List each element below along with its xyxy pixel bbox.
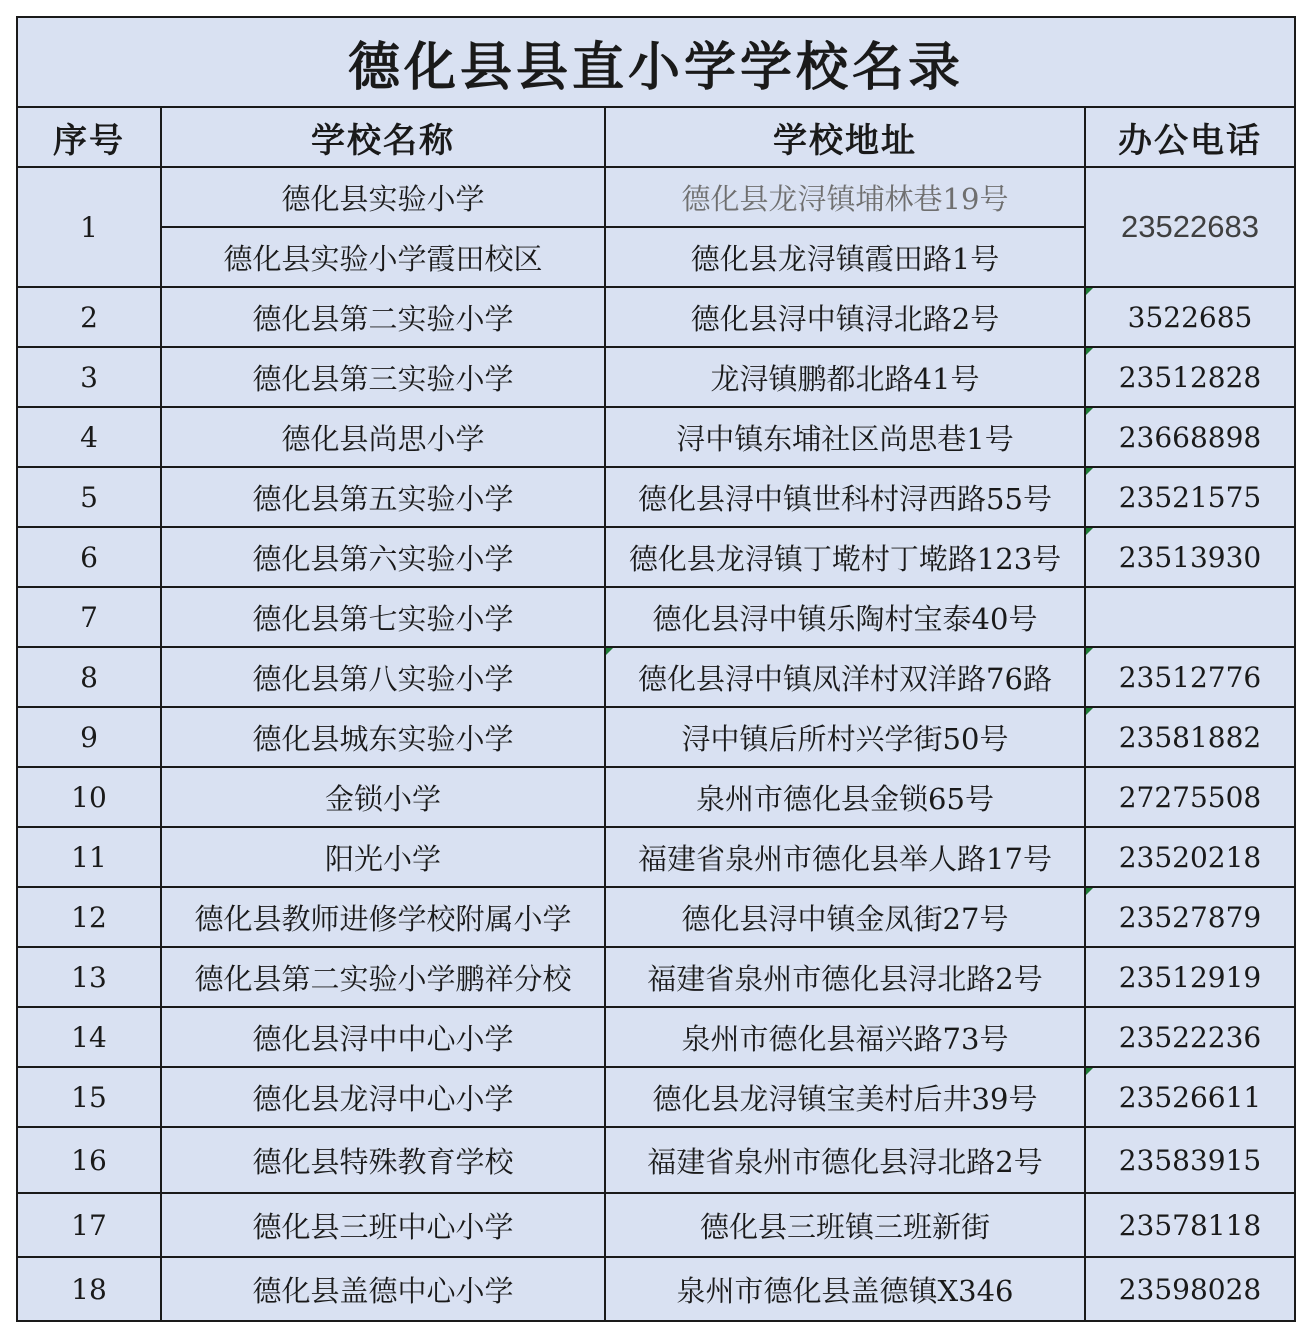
school-name: 德化县龙浔中心小学 [161,1067,605,1127]
table-row [17,1193,1295,1257]
office-phone: 23578118 [1085,1193,1295,1257]
school-name: 德化县第二实验小学鹏祥分校 [161,947,605,1007]
school-address: 泉州市德化县福兴路73号 [605,1007,1085,1067]
school-name: 德化县实验小学 [161,167,605,227]
office-phone: 23522236 [1085,1007,1295,1067]
school-name: 阳光小学 [161,827,605,887]
table-row [17,287,1295,347]
row-index: 6 [17,527,161,587]
table-row [17,407,1295,467]
row-index: 2 [17,287,161,347]
office-phone: 23521575 [1085,467,1295,527]
table-row [17,1127,1295,1193]
school-address: 德化县浔中镇世科村浔西路55号 [605,467,1085,527]
table-row [17,167,1295,227]
school-address: 泉州市德化县金锁65号 [605,767,1085,827]
school-name: 德化县盖德中心小学 [161,1257,605,1321]
office-phone: 23512776 [1085,647,1295,707]
school-address: 龙浔镇鹏都北路41号 [605,347,1085,407]
school-address: 福建省泉州市德化县浔北路2号 [605,947,1085,1007]
school-address: 德化县龙浔镇霞田路1号 [605,227,1085,287]
school-address: 德化县浔中镇金凤街27号 [605,887,1085,947]
office-phone: 23668898 [1085,407,1295,467]
school-name: 德化县第二实验小学 [161,287,605,347]
school-address: 德化县浔中镇凤洋村双洋路76路 [605,647,1085,707]
table-row [17,587,1295,647]
table-row [17,647,1295,707]
office-phone: 23598028 [1085,1257,1295,1321]
row-index: 10 [17,767,161,827]
table-row [17,467,1295,527]
table-row [17,767,1295,827]
row-index: 5 [17,467,161,527]
row-index: 16 [17,1127,161,1193]
school-address: 德化县龙浔镇宝美村后井39号 [605,1067,1085,1127]
table-row [17,1067,1295,1127]
header-school-address: 学校地址 [605,107,1085,167]
school-address: 德化县浔中镇乐陶村宝泰40号 [605,587,1085,647]
school-address: 德化县龙浔镇埔林巷19号 [605,167,1085,227]
school-name: 德化县实验小学霞田校区 [161,227,605,287]
row-index: 11 [17,827,161,887]
row-index: 9 [17,707,161,767]
row-index: 7 [17,587,161,647]
table-row [17,707,1295,767]
table-row [17,827,1295,887]
row-index: 18 [17,1257,161,1321]
title-row [17,17,1295,107]
row-index: 4 [17,407,161,467]
school-name: 德化县城东实验小学 [161,707,605,767]
row-index: 17 [17,1193,161,1257]
table-row [17,947,1295,1007]
table-row [17,527,1295,587]
row-index: 14 [17,1007,161,1067]
table-row [17,347,1295,407]
school-name: 德化县第六实验小学 [161,527,605,587]
school-address: 德化县龙浔镇丁墘村丁墘路123号 [605,527,1085,587]
school-name: 德化县浔中中心小学 [161,1007,605,1067]
office-phone: 23522683 [1085,167,1295,287]
office-phone: 23583915 [1085,1127,1295,1193]
office-phone: 23513930 [1085,527,1295,587]
office-phone: 3522685 [1085,287,1295,347]
row-index: 12 [17,887,161,947]
row-index: 1 [17,167,161,287]
school-address: 福建省泉州市德化县浔北路2号 [605,1127,1085,1193]
school-address: 德化县三班镇三班新街 [605,1193,1085,1257]
table-title: 德化县县直小学学校名录 [17,17,1295,107]
school-name: 德化县第三实验小学 [161,347,605,407]
office-phone: 23520218 [1085,827,1295,887]
office-phone: 23512828 [1085,347,1295,407]
table-row [17,1257,1295,1321]
header-index: 序号 [17,107,161,167]
school-address: 泉州市德化县盖德镇X346 [605,1257,1085,1321]
school-name: 德化县第八实验小学 [161,647,605,707]
school-address: 浔中镇东埔社区尚思巷1号 [605,407,1085,467]
school-name: 德化县教师进修学校附属小学 [161,887,605,947]
school-directory-table [16,16,1296,1322]
table-row [17,887,1295,947]
office-phone: 23581882 [1085,707,1295,767]
school-address: 福建省泉州市德化县举人路17号 [605,827,1085,887]
header-office-phone: 办公电话 [1085,107,1295,167]
table-row [17,1007,1295,1067]
header-school-name: 学校名称 [161,107,605,167]
row-index: 3 [17,347,161,407]
office-phone: 23512919 [1085,947,1295,1007]
row-index: 13 [17,947,161,1007]
office-phone [1085,587,1295,647]
row-index: 15 [17,1067,161,1127]
school-name: 德化县三班中心小学 [161,1193,605,1257]
school-name: 德化县尚思小学 [161,407,605,467]
row-index: 8 [17,647,161,707]
office-phone: 27275508 [1085,767,1295,827]
school-name: 德化县第五实验小学 [161,467,605,527]
school-address: 德化县浔中镇浔北路2号 [605,287,1085,347]
school-address: 浔中镇后所村兴学街50号 [605,707,1085,767]
office-phone: 23526611 [1085,1067,1295,1127]
header-row [17,107,1295,167]
school-name: 德化县特殊教育学校 [161,1127,605,1193]
office-phone: 23527879 [1085,887,1295,947]
school-name: 德化县第七实验小学 [161,587,605,647]
school-name: 金锁小学 [161,767,605,827]
